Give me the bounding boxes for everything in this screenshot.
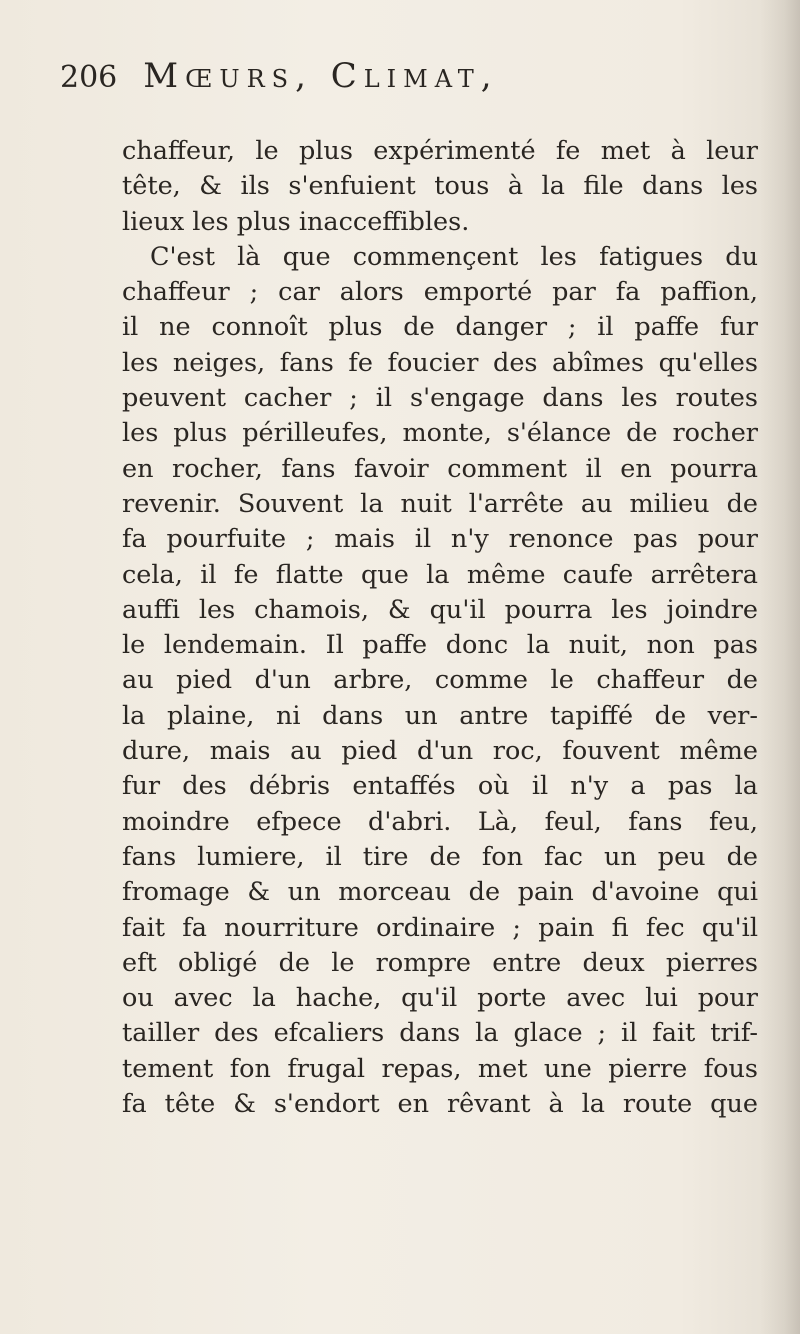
- text-line: les plus périlleufes, monte, s'élance de rocher: [122, 418, 758, 449]
- text-line: les neiges, fans fe foucier des abîmes qu'elles: [122, 347, 758, 378]
- text-line: il ne connoît plus de danger ; il paffe fur: [122, 312, 758, 343]
- text-line: ou avec la hache, qu'il porte avec lui pour: [122, 983, 758, 1014]
- text-line: le lendemain. Il paffe donc la nuit, non pas: [122, 630, 758, 661]
- text-line: chaffeur, le plus expérimenté fe met à leur: [122, 136, 758, 166]
- text-line: tement fon frugal repas, met une pierre fous: [122, 1053, 758, 1084]
- text-line: tête, & ils s'enfuient tous à la file dans les: [122, 171, 758, 202]
- text-line: dure, mais au pied d'un roc, fouvent même: [122, 736, 758, 767]
- text-line: eft obligé de le rompre entre deux pierres: [122, 947, 758, 978]
- body-text: [122, 134, 758, 1122]
- running-title: Mœurs, Climat,: [143, 56, 499, 96]
- text-line: chaffeur ; car alors emporté par fa paffion,: [122, 277, 758, 308]
- text-line: fromage & un morceau de pain d'avoine qui: [122, 877, 758, 908]
- text-line: fans lumiere, il tire de fon fac un peu de: [122, 841, 758, 872]
- text-line: revenir. Souvent la nuit l'arrête au milieu de: [122, 488, 758, 519]
- text-line: cela, il fe flatte que la même caufe arrêtera: [122, 559, 758, 590]
- text-line: au pied d'un arbre, comme le chaffeur de: [122, 665, 758, 696]
- text-line: moindre efpece d'abri. Là, feul, fans feu,: [122, 806, 758, 837]
- text-line: tailler des efcaliers dans la glace ; il fait trif-: [122, 1018, 758, 1049]
- text-line: en rocher, fans favoir comment il en pourra: [122, 453, 758, 484]
- text-line: auffi les chamois, & qu'il pourra les joindre: [122, 594, 758, 625]
- text-line: fa pourfuite ; mais il n'y renonce pas pour: [122, 524, 758, 555]
- text-line: peuvent cacher ; il s'engage dans les routes: [122, 383, 758, 414]
- text-line: fur des débris entaffés où il n'y a pas la: [122, 771, 758, 802]
- text-line: lieux les plus inacceffibles.: [122, 206, 470, 237]
- text-line: la plaine, ni dans un antre tapiffé de ver-: [122, 700, 758, 731]
- page-edge-shadow: [760, 0, 800, 1334]
- text-line: C'est là que commençent les fatigues du: [150, 241, 758, 272]
- text-line: fait fa nourriture ordinaire ; pain fi fec qu'il: [122, 912, 758, 943]
- page-number: 206: [60, 60, 118, 95]
- running-header: [60, 56, 760, 104]
- text-line: fa tête & s'endort en rêvant à la route que: [122, 1089, 758, 1120]
